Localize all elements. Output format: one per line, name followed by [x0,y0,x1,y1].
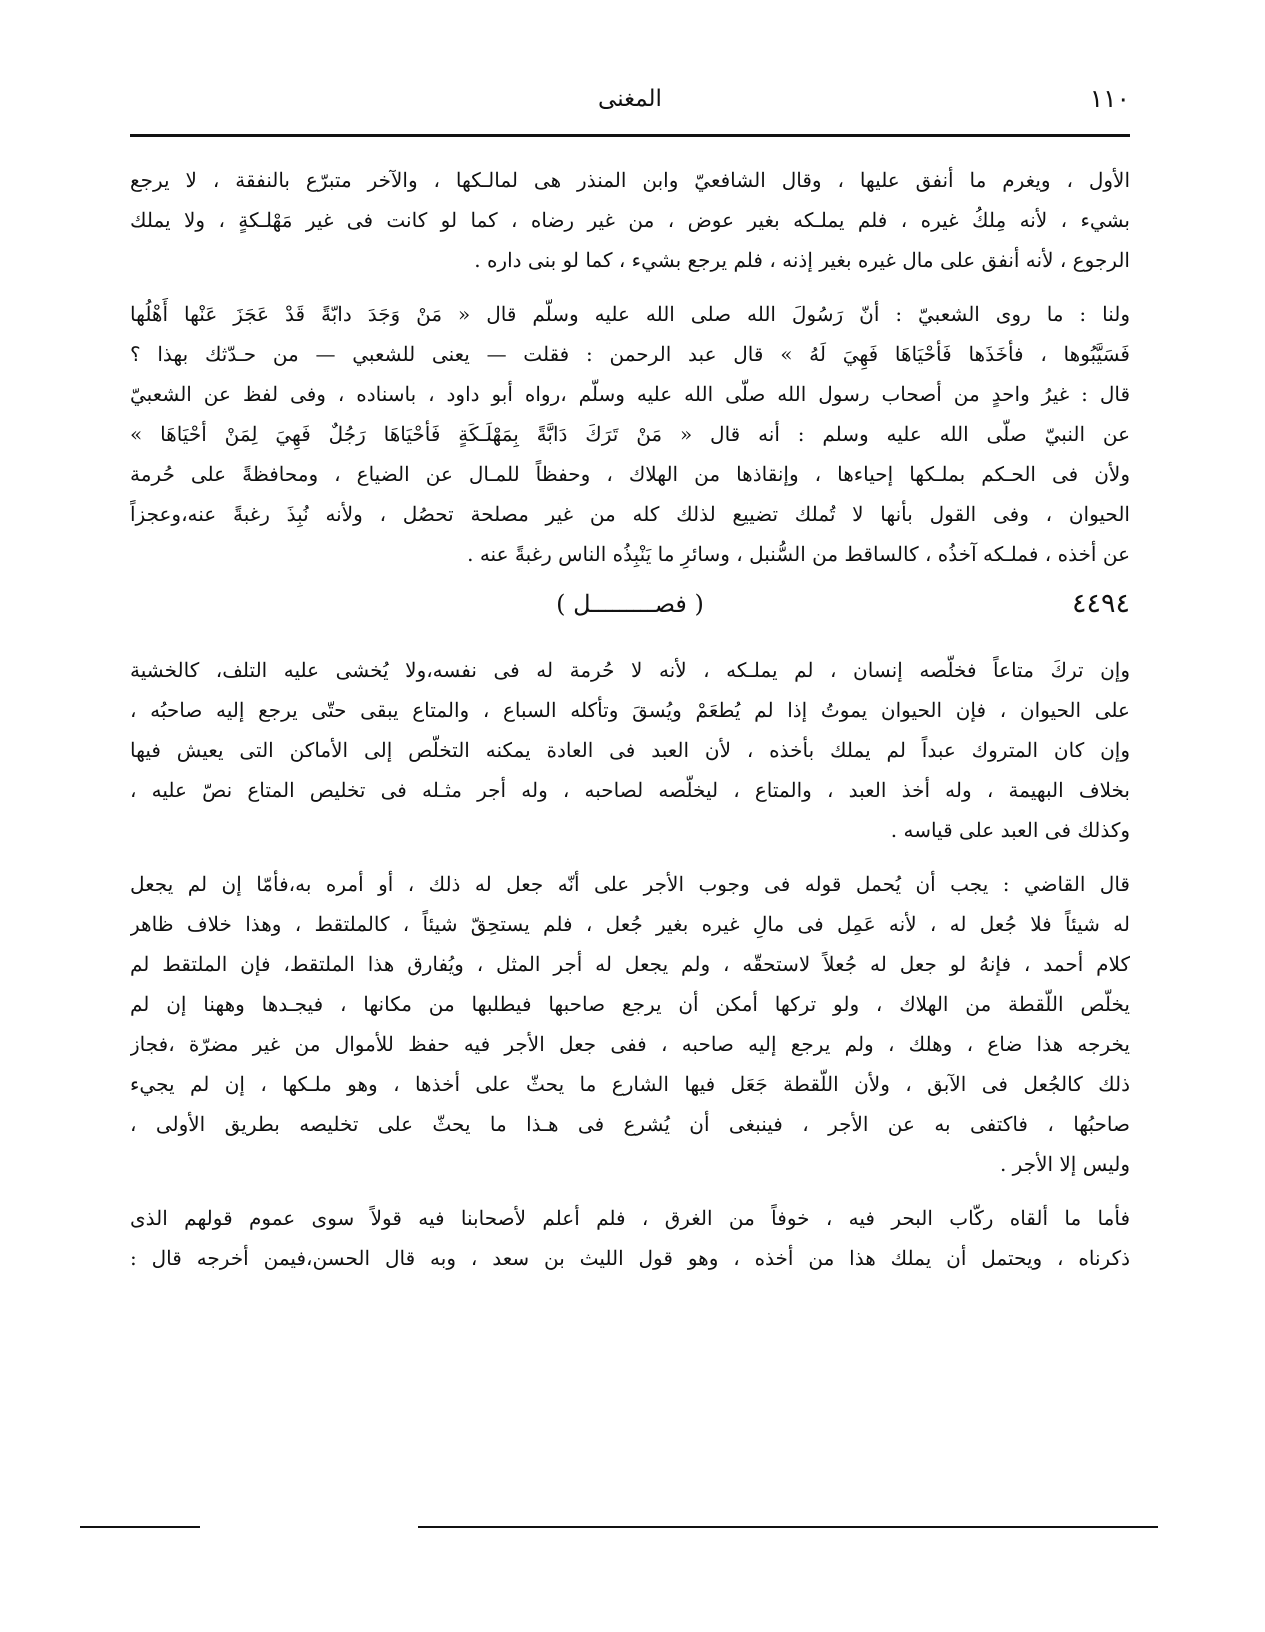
text-line: ولنا : ما روى الشعبيّ : أنّ رَسُولَ الله صلى الله عليه وسلّم قال « مَنْ وَجَدَ دابّةً قَدْ عَجَزَ عَنْها أَهْلُها [130,302,1130,326]
text-line: ذلك كالجُعل فى الآبق ، ولأن اللّقطة جَعَل فيها الشارع ما يحثّ على أخذها ، وهو ملـكها ، إن لم يجيء [130,1072,1130,1096]
footnote-rule-long [418,1526,1158,1528]
footnote-rule-short [80,1526,200,1528]
paragraph [130,650,1130,850]
text-line: الرجوع ، لأنه أنفق على مال غيره بغير إذنه ، فلم يرجع بشيء ، كما لو بنى داره . [474,248,1130,272]
section-title: ( فصـــــــــل ) [556,590,704,618]
text-line: ولأن فى الحـكم بملـكها إحياءها ، وإنقاذها من الهلاك ، وحفظاً للمـال عن الضياع ، ومحافظةً على حُرمة [130,462,1130,486]
page-header [130,84,1130,124]
text-line: كلام أحمد ، فإنهُ لو جعل له جُعلاً لاستحقّه ، ولم يجعل له أجر المثل ، ويُفارق هذا الملتقط، فإن الملتقط لم [130,952,1130,976]
text-line: يخرجه هذا ضاع ، وهلك ، ولم يرجع إليه صاحبه ، ففى جعل الأجر فيه حفظ للأموال من غير مضرّة ،فجاز [130,1032,1130,1056]
text-line: على الحيوان ، فإن الحيوان يموتُ إذا لم يُطعَمْ ويُسقَ وتأكله السباع ، والمتاع يبقى حتّى يرجع إليه صاحبُه ، [130,698,1130,722]
text-line: وإن تركَ متاعاً فخلّصه إنسان ، لم يملـكه ، لأنه لا حُرمة له فى نفسه،ولا يُخشى عليه التلف، كالخشية [130,658,1130,682]
text-line: عن أخذه ، فملـكه آخذُه ، كالساقط من السُّنبل ، وسائرِ ما يَنْبِذُه الناس رغبةً عنه . [467,542,1130,566]
text-line: قال : غيرُ واحدٍ من أصحاب رسول الله صلّى الله عليه وسلّم ،رواه أبو داود ، باسناده ، وفى لفظ عن الشعبيّ [130,382,1130,406]
paragraph [130,1198,1130,1278]
text-line: وليس إلا الأجر . [999,1152,1130,1176]
body-text [130,160,1130,1292]
section-number: ٤٤٩٤ [1071,588,1130,619]
text-line: فأما ما ألقاه ركّاب البحر فيه ، خوفاً من الغرق ، فلم أعلم لأصحابنا فيه قولاً سوى عموم قولهم الذى [130,1206,1130,1230]
text-line: عن النبيّ صلّى الله عليه وسلم : أنه قال « مَنْ تَرَكَ دَابَّةً بِمَهْلَـكَةٍ فَأحْيَاهَا رَجُلٌ فَهِيَ لِمَنْ أحْيَاهَا » [130,422,1130,446]
text-line: صاحبُها ، فاكتفى به عن الأجر ، فينبغى أن يُشرع فى هـذا ما يحثّ على تخليصه بطريق الأولى ، [130,1112,1130,1136]
text-line: بشيء ، لأنه مِلكُ غيره ، فلم يملـكه بغير عوض ، من غير رضاه ، كما لو كانت فى غير مَهْلـكةٍ ، ولا يملك [130,208,1130,232]
paragraph [130,160,1130,280]
text-line: الأول ، ويغرم ما أنفق عليها ، وقال الشافعيّ وابن المنذر هى لمالـكها ، والآخر متبرّع بالنفقة ، لا يرجع [130,168,1130,192]
text-line: فَسَيَّبُوها ، فأخَذَها فَأحْيَاهَا فَهِيَ لَهُ » قال عبد الرحمن : فقلت — يعنى للشعبي — من حـدّثك بهذا ؟ [130,342,1130,366]
text-line: وكذلك فى العبد على قياسه . [890,818,1130,842]
text-line: بخلاف البهيمة ، وله أخذ العبد ، والمتاع ، ليخلّصه لصاحبه ، وله أجر مثـله فى تخليص المتاع نصّ عليه ، [130,778,1130,802]
text-line: ذكرناه ، ويحتمل أن يملك هذا من أخذه ، وهو قول الليث بن سعد ، وبه قال الحسن،فيمن أخرجه قال : [130,1246,1130,1270]
text-line: يخلّص اللّقطة من الهلاك ، ولو تركها أمكن أن يرجع صاحبها فيطلبها من مكانها ، فيجـدها وههنا إن لم [130,992,1130,1016]
header-rule [130,134,1130,137]
text-line: قال القاضي : يجب أن يُحمل قوله فى وجوب الأجر على أنّه جعل له ذلك ، أو أمره به،فأمّا إن لم يجعل [130,872,1130,896]
text-line: له شيئاً فلا جُعل له ، لأنه عَمِل فى مالِ غيره بغير جُعل ، فلم يستحِقّ شيئاً ، كالملتقط ، وهذا خلاف ظاهر [130,912,1130,936]
paragraph [130,864,1130,1184]
section-heading [130,588,1130,632]
text-line: الحيوان ، وفى القول بأنها لا تُملك تضييع لذلك كله من غير مصلحة تحصُل ، ولأنه نُبِذَ رغبةً عنه،وعجزاً [130,502,1130,526]
text-line: وإن كان المتروك عبداً لم يملك بأخذه ، لأن العبد فى العادة يمكنه التخلّص إلى الأماكن التى يعيش فيها [130,738,1130,762]
paragraph [130,294,1130,574]
running-title: المغنى [598,86,662,112]
page-number: ١١٠ [1089,84,1130,113]
